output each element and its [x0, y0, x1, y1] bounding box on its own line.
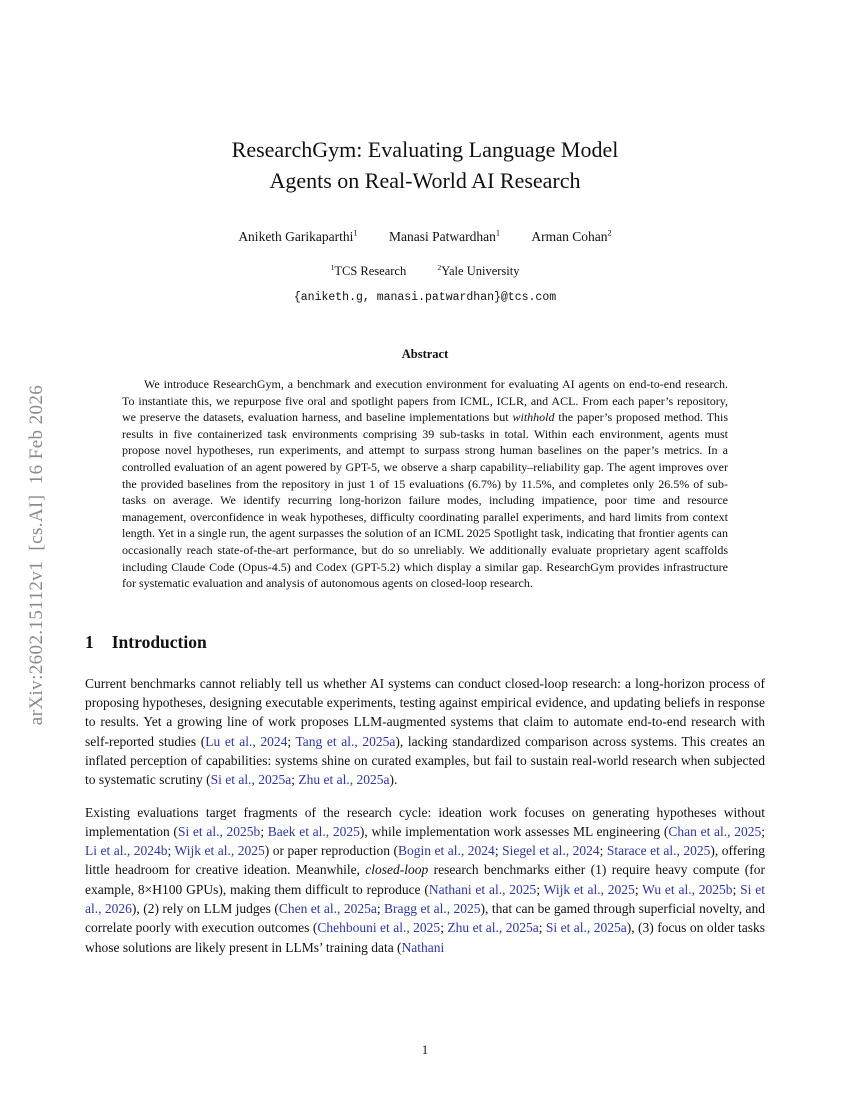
citation-link[interactable]: Wijk et al., 2025 [543, 881, 635, 897]
body-text: ; [494, 843, 503, 859]
citation-link[interactable]: Chan et al., 2025 [668, 823, 762, 839]
emphasized-text: closed-loop [365, 862, 429, 878]
affiliation-mark: 2 [437, 262, 442, 272]
emphasized-text: withhold [512, 410, 555, 425]
citation-link[interactable]: Bogin et al., 2024 [398, 843, 495, 859]
section-title: Introduction [111, 631, 207, 652]
body-text: the paper’s proposed method. This results in five containerized task environments comprising 39 sub-tasks in total. Within each environment, agents must propose novel hypotheses, run experiments, and attempt to surpass strong human baselines on the paper’s metrics. In a controlled evaluation of an agent powered by GPT-5, we observe a sharp capability–reliability gap. The agent improves over the provided baselines from the repository in just 1 of 15 evaluations (6.7%) by 11.5%, and completes only 26.5% of sub-tasks on average. We identify recurring long-horizon failure modes, including impatience, poor time and resource management, overconfidence in weak hypotheses, difficulty coordinating parallel experiments, and hard limits from context length. Yet in a single run, the agent surpasses the solution of an ICML 2025 Spotlight task, indicating that frontier agents can occasionally reach state-of-the-art performance, but do so unreliably. We additionally evaluate proprietary agent scaffolds including Claude Code (Opus-4.5) and Codex (GPT-5.2) which display a similar gap. ResearchGym provides infrastructure for systematic evaluation and analysis of autonomous agents on closed-loop research. [122, 410, 728, 591]
citation-link[interactable]: Wijk et al., 2025 [174, 843, 265, 859]
author [531, 229, 611, 244]
body-text: ; [732, 881, 741, 897]
abstract-heading: Abstract [401, 347, 449, 361]
body-text: ; [167, 843, 175, 859]
citation-link[interactable]: Li et al., 2024b [85, 843, 168, 859]
section-number: 1 [85, 631, 94, 652]
affiliation-mark: 1 [330, 262, 335, 272]
body-text: ) or paper reproduction ( [264, 843, 399, 859]
citation-link[interactable]: Tang et al., 2025a [295, 733, 396, 749]
body-text: ), (3) focus on older tasks whose solutions are likely present in LLMs’ training data ( [85, 920, 765, 955]
author-affiliation-mark: 1 [495, 228, 501, 238]
citation-link[interactable]: Si et al., 2025b [177, 823, 261, 839]
citation-link[interactable]: Si et al., 2026 [85, 881, 765, 916]
intro-paragraph-1 [85, 674, 765, 790]
citation-link[interactable]: Lu et al., 2024 [205, 733, 288, 749]
citation-link[interactable]: Baek et al., 2025 [267, 823, 360, 839]
author [389, 229, 500, 244]
citation-link[interactable]: Nathani et al., 2025 [428, 881, 537, 897]
paper-title-line2: Agents on Real-World AI Research [269, 168, 581, 193]
paper-content [85, 134, 765, 957]
citation-link[interactable]: Si et al., 2025a [210, 772, 292, 788]
body-text: ; [761, 823, 765, 839]
page-number: 1 [421, 1043, 429, 1057]
author [238, 229, 357, 244]
body-text: ), (2) rely on LLM judges ( [131, 900, 279, 916]
body-text: ; [287, 733, 296, 749]
contact-email: {aniketh.g, manasi.patwardhan}@tcs.com [293, 291, 557, 304]
citation-link[interactable]: Bragg et al., 2025 [384, 900, 481, 916]
body-text: ; [634, 881, 643, 897]
affiliation [331, 264, 407, 278]
body-text: ; [440, 920, 448, 936]
affiliation-list [85, 264, 765, 279]
affiliation-name: Yale University [441, 264, 520, 278]
body-text: ), offering little headroom for creative ideation. Meanwhile, [85, 843, 765, 878]
citation-link[interactable]: Chen et al., 2025a [278, 900, 377, 916]
body-text: ; [260, 823, 268, 839]
body-text: ; [599, 843, 607, 859]
author-affiliation-mark: 1 [353, 228, 358, 238]
paper-title [85, 134, 765, 196]
citation-link[interactable]: Zhu et al., 2025a [447, 920, 539, 936]
affiliation [437, 264, 519, 278]
author-name: Manasi Patwardhan [388, 229, 496, 244]
citation-link[interactable]: Wu et al., 2025b [642, 881, 733, 897]
author-affiliation-mark: 2 [607, 228, 612, 238]
citation-link[interactable]: Siegel et al., 2024 [502, 843, 600, 859]
body-text: Current benchmarks cannot reliably tell us whether AI systems can conduct closed-loop research: a long-horizon process of proposing hypotheses, designing executable experiments, testing against empirical evidence, and updating beliefs in response to results. Yet a growing line of work proposes LLM-augmented systems that claim to automate end-to-end research with self-reported studies ( [85, 675, 765, 749]
citation-link[interactable]: Zhu et al., 2025a [298, 772, 390, 788]
section-heading-introduction [85, 632, 765, 653]
citation-link[interactable]: Nathani [401, 939, 445, 955]
intro-paragraph-2 [85, 803, 765, 957]
body-text: ). [389, 772, 398, 788]
body-text: Existing evaluations target fragments of the research cycle: ideation work focuses on generating hypotheses without implementation ( [85, 804, 765, 839]
body-text: ; [291, 772, 299, 788]
arxiv-watermark: arXiv:2602.15112v1 [cs.AI] 16 Feb 2026 [26, 384, 47, 726]
body-text: ; [536, 881, 544, 897]
body-text: We introduce ResearchGym, a benchmark and execution environment for evaluating AI agents on end-to-end research. To instantiate this, we repurpose five oral and spotlight papers from ICML, ICLR, and ACL. From each paper’s repository, we preserve the datasets, evaluation harness, and baseline implementations but [122, 377, 728, 425]
body-text: ; [538, 920, 546, 936]
paper-title-line1: ResearchGym: Evaluating Language Model [231, 137, 619, 162]
citation-link[interactable]: Si et al., 2025a [545, 920, 627, 936]
body-text: ), while implementation work assesses ML engineering ( [359, 823, 669, 839]
author-name: Aniketh Garikaparthi [238, 229, 354, 244]
abstract-text [122, 376, 728, 592]
body-text: ), lacking standardized comparison across systems. This creates an inflated perception of capabilities: systems shine on curated examples, but fail to sustain real-world research when subjected to systematic scrutiny ( [85, 733, 766, 788]
affiliation-name: TCS Research [334, 264, 407, 278]
author-name: Arman Cohan [531, 229, 608, 244]
body-text: research benchmarks either (1) require heavy compute (for example, 8×H100 GPUs), making them difficult to reproduce ( [85, 862, 765, 897]
body-text: ; [376, 900, 385, 916]
citation-link[interactable]: Starace et al., 2025 [606, 843, 711, 859]
citation-link[interactable]: Chehbouni et al., 2025 [317, 920, 441, 936]
body-text: ), that can be gamed through superficial novelty, and correlate poorly with execution outcomes ( [85, 900, 765, 936]
author-list [85, 229, 765, 245]
